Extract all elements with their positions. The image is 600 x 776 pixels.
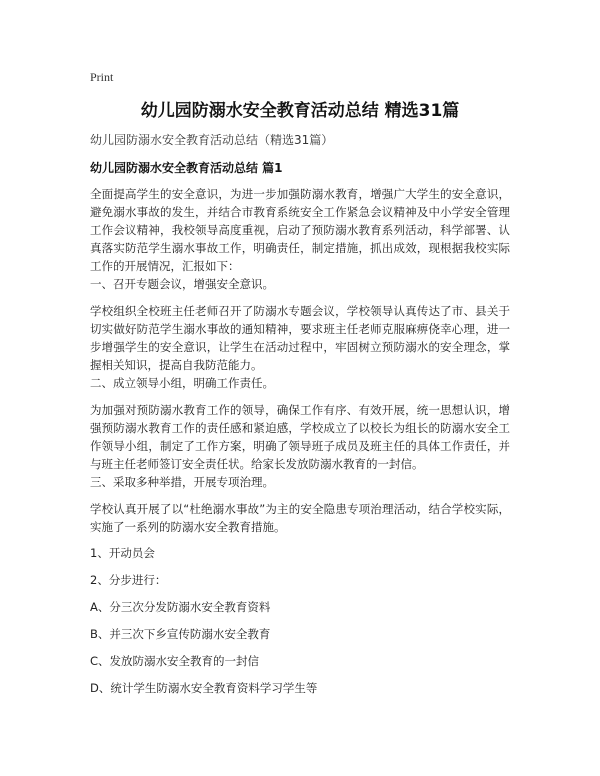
paragraph-meeting: 学校组织全校班主任老师召开了防溺水专题会议，学校领导认真传达了市、县关于切实做好防范学生溺水事故的通知精神，要求班主任老师克服麻痹侥幸心理，进一步增强学生的安全意识，让学生在活动过程中，牢固树立预防溺水的安全理念，掌握相关知识，提高自我防范能力。 bbox=[90, 304, 510, 372]
list-item-2: 2、分步进行： bbox=[90, 573, 167, 587]
document-title: 幼儿园防溺水安全教育活动总结 精选31篇 bbox=[140, 101, 460, 121]
heading-one: 一、召开专题会议，增强安全意识。 bbox=[90, 277, 274, 291]
section-heading: 幼儿园防溺水安全教育活动总结 篇1 bbox=[90, 161, 283, 175]
list-item-c: C、发放防溺水安全教育的一封信 bbox=[90, 654, 260, 668]
paragraph-leadership: 为加强对预防溺水教育工作的领导，确保工作有序、有效开展，统一思想认识，增强预防溺水教育工作的责任感和紧迫感，学校成立了以校长为组长的防溺水安全工作领导小组，制定了工作方案，明确了领导班子成员及班主任的具体工作责任，并与班主任老师签订安全责任状。给家长发放防溺水教育的一封信。 bbox=[90, 403, 510, 471]
paragraph-measures: 学校认真开展了以“杜绝溺水事故”为主的安全隐患专项治理活动，结合学校实际，实施了一系列的防溺水安全教育措施。 bbox=[90, 502, 510, 534]
list-item-a: A、分三次分发防溺水安全教育资料 bbox=[90, 600, 271, 614]
heading-two: 二、成立领导小组，明确工作责任。 bbox=[90, 376, 274, 390]
print-link[interactable]: Print bbox=[90, 70, 114, 84]
list-item-1: 1、开动员会 bbox=[90, 546, 155, 560]
heading-three: 三、采取多种举措，开展专项治理。 bbox=[90, 475, 274, 489]
document-subtitle: 幼儿园防溺水安全教育活动总结（精选31篇） bbox=[90, 133, 334, 147]
list-item-b: B、并三次下乡宣传防溺水安全教育 bbox=[90, 627, 271, 641]
intro-paragraph: 全面提高学生的安全意识，为进一步加强防溺水教育，增强广大学生的安全意识，避免溺水事故的发生，并结合市教育系统安全工作紧急会议精神及中小学安全管理工作会议精神，我校领导高度重视，启动了预防溺水教育系列活动，科学部署、认真落实防范学生溺水事故工作，明确责任，制定措施，抓出成效，现根据我校实际工作的开展情况，汇报如下： bbox=[90, 187, 510, 273]
list-item-d: D、统计学生防溺水安全教育资料学习学生等 bbox=[90, 681, 318, 695]
